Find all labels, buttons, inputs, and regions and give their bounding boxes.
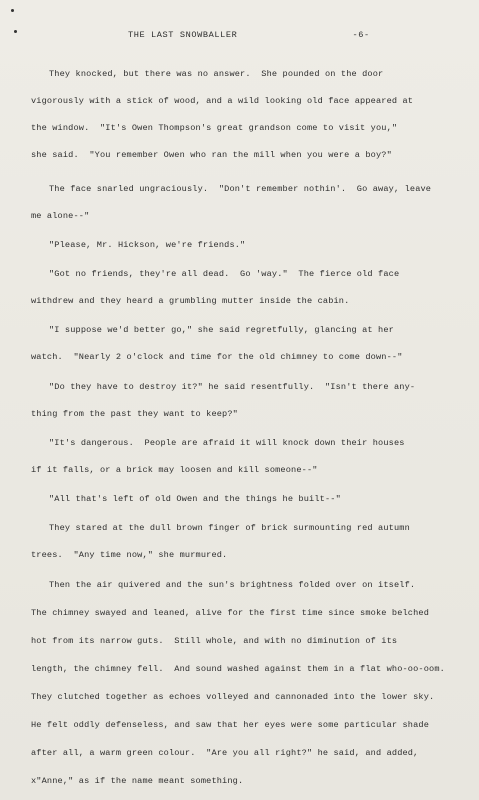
text-line: x"Anne," as if the name meant something. [31,776,244,786]
text-line: me alone--" [31,211,90,221]
text-line: The chimney swayed and leaned, alive for the first time since smoke belched [31,608,430,618]
text-line: the window. "It's Owen Thompson's great grandson come to visit you," [31,123,398,133]
paper-speck [14,30,17,33]
text-line: Then the air quivered and the sun's brightness folded over on itself. [49,580,416,590]
page-header: THE LAST SNOWBALLER -6- [128,30,370,40]
text-line: "All that's left of old Owen and the things he built--" [49,494,341,504]
text-line: length, the chimney fell. And sound washed against them in a flat who-oo-oom. [31,664,445,674]
text-line: "Please, Mr. Hickson, we're friends." [49,240,246,250]
text-line: They stared at the dull brown finger of brick surmounting red autumn [49,523,410,533]
text-line: she said. "You remember Owen who ran the mill when you were a boy?" [31,150,392,160]
text-line: "Got no friends, they're all dead. Go 'way." The fierce old face [49,269,400,279]
text-line: thing from the past they want to keep?" [31,409,238,419]
text-line: He felt oddly defenseless, and saw that her eyes were some particular shade [31,720,430,730]
text-line: They clutched together as echoes volleyed and cannonaded into the lower sky. [31,692,435,702]
text-line: after all, a warm green colour. "Are you all right?" he said, and added, [31,748,419,758]
text-line: The face snarled ungraciously. "Don't remember nothin'. Go away, leave [49,184,432,194]
text-line: trees. "Any time now," she murmured. [31,550,228,560]
text-line: "I suppose we'd better go," she said regretfully, glancing at her [49,325,394,335]
text-line: watch. "Nearly 2 o'clock and time for the old chimney to come down--" [31,352,403,362]
text-line: withdrew and they heard a grumbling mutter inside the cabin. [31,296,350,306]
text-line: "Do they have to destroy it?" he said resentfully. "Isn't there any- [49,382,416,392]
text-line: if it falls, or a brick may loosen and kill someone--" [31,465,318,475]
text-line: "It's dangerous. People are afraid it will knock down their houses [49,438,405,448]
text-line: They knocked, but there was no answer. She pounded on the door [49,69,384,79]
text-line: hot from its narrow guts. Still whole, and with no diminution of its [31,636,398,646]
text-line: vigorously with a stick of wood, and a wild looking old face appeared at [31,96,414,106]
paper-speck [11,9,14,12]
